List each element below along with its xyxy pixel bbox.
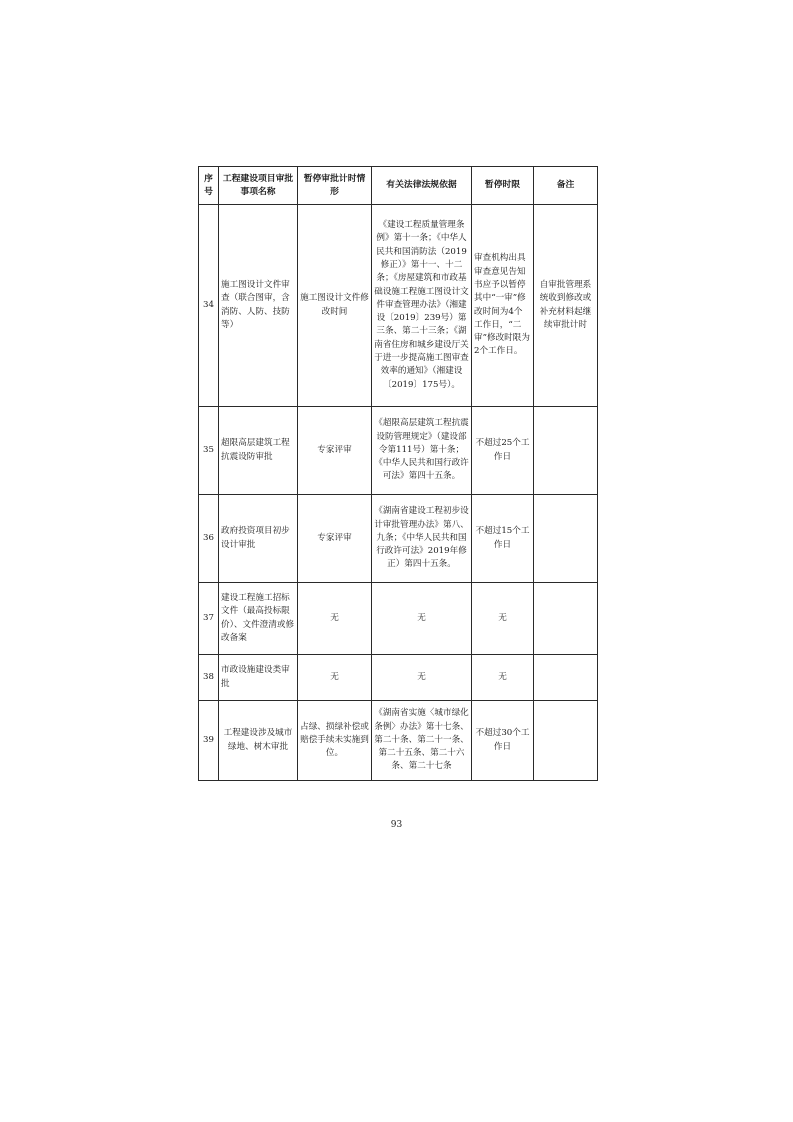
legal-basis-cell: 《湖南省建设工程初步设计审批管理办法》第八、九条；《中华人民共和国行政许可法》2019年修正）第四十五条。 [372, 495, 472, 583]
table-row [199, 407, 598, 495]
suspension-condition-cell: 专家评审 [298, 407, 372, 495]
time-limit-cell: 不超过15个工作日 [472, 495, 534, 583]
time-limit-cell: 无 [472, 655, 534, 701]
header-item-name: 工程建设项目审批事项名称 [219, 167, 298, 205]
suspension-condition-cell: 专家评审 [298, 495, 372, 583]
remarks-cell [534, 495, 598, 583]
table-row [199, 583, 598, 655]
page-number: 93 [390, 820, 403, 830]
legal-basis-cell: 《建设工程质量管理条例》第十一条；《中华人民共和国消防法（2019修正）》第十一、十二条；《房屋建筑和市政基础设施工程施工图设计文件审查管理办法》（湘建设〔2019〕239号）第三条、第二十三条；《湖南省住房和城乡建设厅关于进一步提高施工图审查效率的通知》（湘建设〔2019〕175号）。 [372, 205, 472, 407]
table-row [199, 701, 598, 781]
header-serial-number: 序号 [199, 167, 219, 205]
table-row [199, 205, 598, 407]
time-limit-cell: 不超过30个工作日 [472, 701, 534, 781]
serial-number-cell: 34 [199, 205, 219, 407]
suspension-condition-cell: 占绿、损绿补偿或赔偿手续未实施到位。 [298, 701, 372, 781]
remarks-cell: 自审批管理系统收到修改或补充材料起继续审批计时 [534, 205, 598, 407]
time-limit-cell: 不超过25个工作日 [472, 407, 534, 495]
item-name-cell: 政府投资项目初步设计审批 [219, 495, 298, 583]
suspension-condition-cell: 无 [298, 583, 372, 655]
time-limit-cell: 无 [472, 583, 534, 655]
item-name-cell: 市政设施建设类审批 [219, 655, 298, 701]
item-name-cell: 建设工程施工招标文件（最高投标限价）、文件澄清或修改备案 [219, 583, 298, 655]
header-remarks: 备注 [534, 167, 598, 205]
header-suspension-time-limit: 暂停时限 [472, 167, 534, 205]
remarks-cell [534, 583, 598, 655]
suspension-condition-cell: 无 [298, 655, 372, 701]
table-row [199, 655, 598, 701]
remarks-cell [534, 407, 598, 495]
item-name-cell: 超限高层建筑工程抗震设防审批 [219, 407, 298, 495]
serial-number-cell: 37 [199, 583, 219, 655]
serial-number-cell: 38 [199, 655, 219, 701]
remarks-cell [534, 701, 598, 781]
remarks-cell [534, 655, 598, 701]
serial-number-cell: 39 [199, 701, 219, 781]
table-header-row [199, 167, 598, 205]
item-name-cell: 工程建设涉及城市绿地、树木审批 [219, 701, 298, 781]
header-suspension-condition: 暂停审批计时情形 [298, 167, 372, 205]
serial-number-cell: 35 [199, 407, 219, 495]
table-row [199, 495, 598, 583]
item-name-cell: 施工图设计文件审查（联合图审，含消防、人防、技防等） [219, 205, 298, 407]
legal-basis-cell: 《超限高层建筑工程抗震设防管理规定》（建设部令第111号）第十条；《中华人民共和国行政许可法》第四十五条。 [372, 407, 472, 495]
approval-suspension-table [198, 166, 598, 781]
header-legal-basis: 有关法律法规依据 [372, 167, 472, 205]
serial-number-cell: 36 [199, 495, 219, 583]
legal-basis-cell: 无 [372, 583, 472, 655]
suspension-condition-cell: 施工图设计文件修改时间 [298, 205, 372, 407]
legal-basis-cell: 《湖南省实施〈城市绿化条例〉办法》第十七条、第二十条、第二十一条、第二十五条、第二十六条、第二十七条 [372, 701, 472, 781]
legal-basis-cell: 无 [372, 655, 472, 701]
time-limit-cell: 审查机构出具审查意见告知书应予以暂停其中“一审”修改时间为4个工作日，“二审”修改时限为2个工作日。 [472, 205, 534, 407]
